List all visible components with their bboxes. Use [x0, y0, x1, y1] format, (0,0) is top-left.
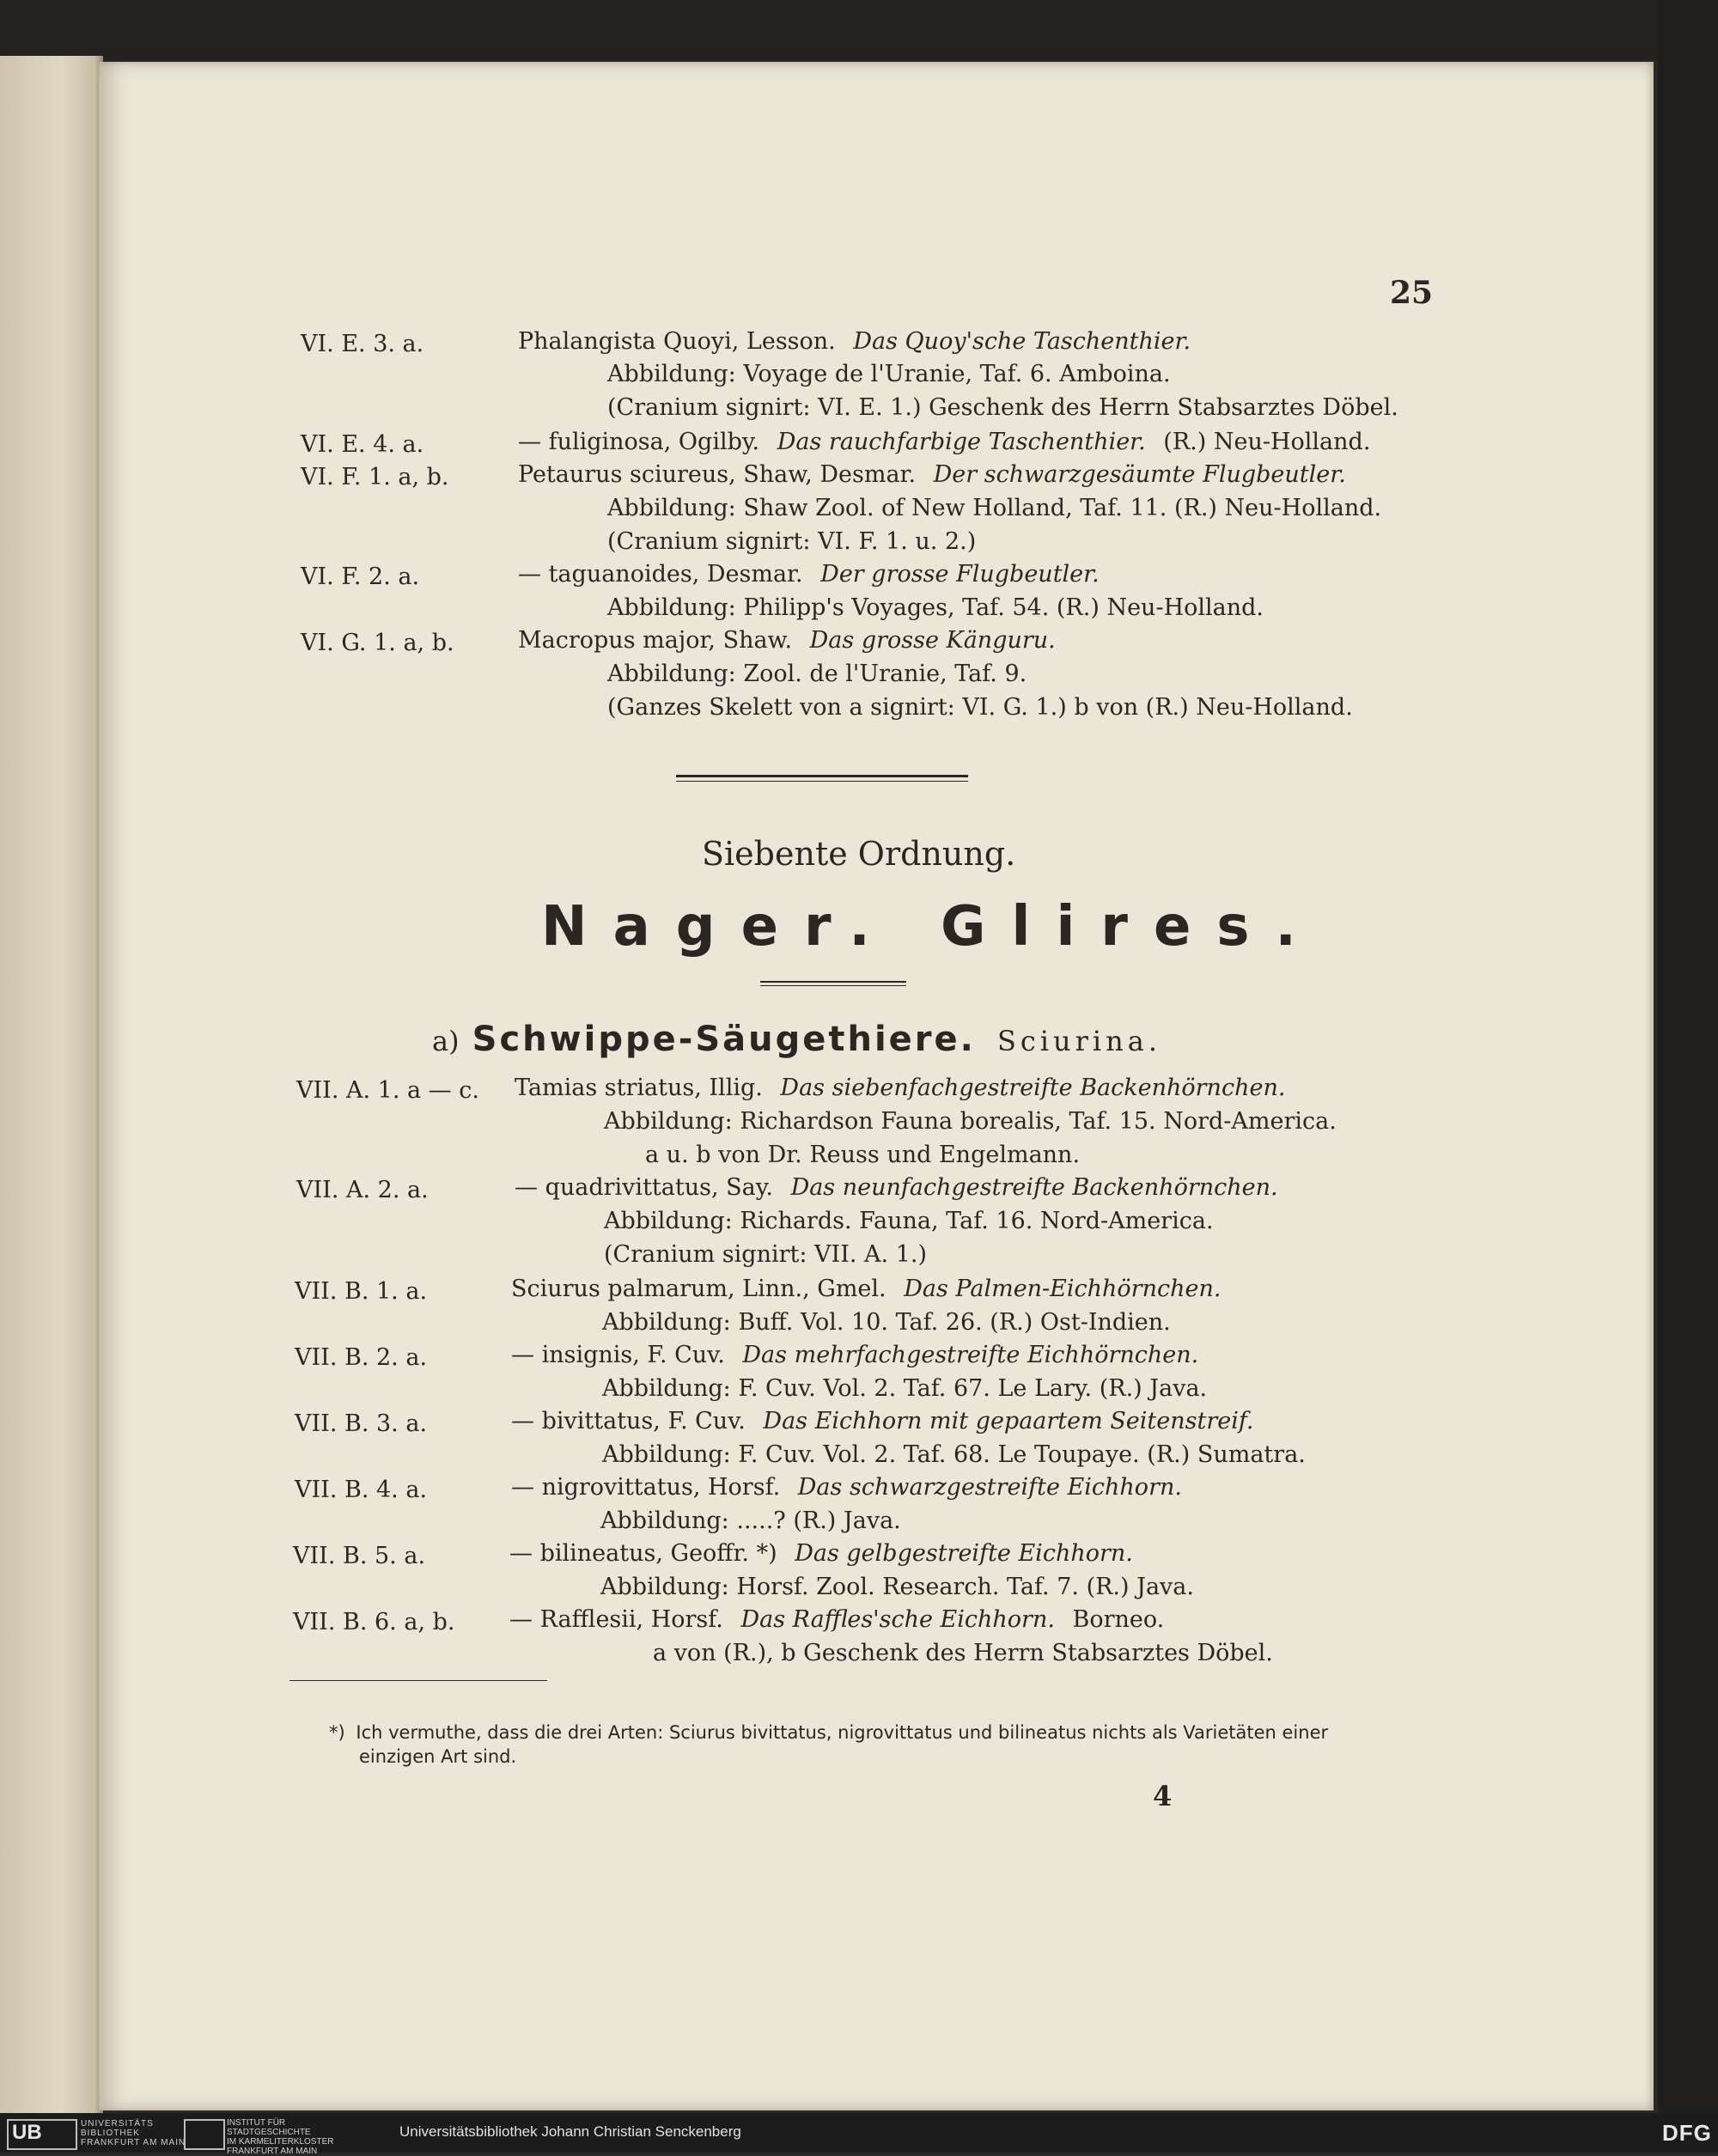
entry-line: [509, 1539, 1133, 1568]
german-name: Das Eichhorn mit gepaartem Seitenstreif.: [763, 1408, 1254, 1434]
facing-page-edge: [0, 56, 103, 2113]
entry-ref: VI. G. 1. a, b.: [301, 630, 454, 656]
entry-tail: Borneo.: [1072, 1606, 1165, 1633]
library-link[interactable]: Universitätsbibliothek Johann Christian Senckenberg: [399, 2123, 741, 2140]
entry-ref: VI. E. 3. a.: [301, 331, 424, 357]
entry-line: [518, 626, 1056, 655]
illustration-line: Abbildung: Richards. Fauna, Taf. 16. Nord-America.: [604, 1208, 1214, 1234]
illustration-line: Abbildung: Richardson Fauna borealis, Taf. 15. Nord-America.: [604, 1108, 1337, 1135]
institute-logo-icon[interactable]: [184, 2119, 225, 2150]
note-line: (Cranium signirt: VII. A. 1.): [604, 1241, 927, 1268]
entry-line: [511, 1473, 1182, 1502]
entry-ref: VII. B. 5. a.: [293, 1543, 426, 1569]
illustration-line: Abbildung: Zool. de l'Uranie, Taf. 9.: [607, 661, 1027, 687]
footnote-rule: [289, 1680, 547, 1681]
german-name: Das rauchfarbige Taschenthier.: [777, 429, 1146, 455]
entry-ref: VII. A. 1. a — c.: [296, 1077, 479, 1104]
section-latin: Sciurina.: [996, 1025, 1162, 1057]
ub-logo-text: UB: [12, 2121, 42, 2144]
entry-line: [518, 560, 1100, 589]
species-name: — bivittatus, F. Cuv.: [511, 1408, 746, 1434]
illustration-line: Abbildung: Voyage de l'Uranie, Taf. 6. Amboina.: [607, 361, 1171, 387]
ub-logo-caption: [81, 2119, 186, 2147]
german-name: Das gelbgestreifte Eichhorn.: [795, 1540, 1133, 1567]
entry-line: [515, 1173, 1278, 1203]
order-title: Siebente Ordnung.: [702, 835, 1016, 873]
scan-background-top: [0, 0, 1718, 60]
illustration-line: Abbildung: Buff. Vol. 10. Taf. 26. (R.) Ost-Indien.: [602, 1309, 1171, 1336]
entry-ref: VII. B. 2. a.: [295, 1344, 428, 1371]
illustration-line: Abbildung: .....? (R.) Java.: [600, 1507, 901, 1534]
caption-line: IM KARMELITERKLOSTER: [227, 2137, 334, 2147]
entry-line: [511, 1341, 1198, 1370]
species-name: — insignis, F. Cuv.: [511, 1342, 725, 1368]
section-rule: [676, 781, 968, 782]
entry-ref: VII. B. 4. a.: [295, 1477, 428, 1503]
section-rule: [760, 981, 906, 983]
species-name: — fuliginosa, Ogilby.: [518, 429, 760, 455]
caption-line: STADTGESCHICHTE: [227, 2128, 311, 2137]
institute-logo-caption: [227, 2118, 333, 2156]
illustration-line: Abbildung: F. Cuv. Vol. 2. Taf. 67. Le Lary. (R.) Java.: [602, 1375, 1208, 1402]
species-name: — quadrivittatus, Say.: [515, 1174, 773, 1201]
german-name: Das neunfachgestreifte Backenhörnchen.: [790, 1174, 1278, 1201]
german-name: Das Quoy'sche Taschenthier.: [853, 328, 1191, 355]
note-line: (Cranium signirt: VI. E. 1.) Geschenk des Herrn Stabsarztes Döbel.: [607, 394, 1398, 421]
note-line: (Ganzes Skelett von a signirt: VI. G. 1.) b von (R.) Neu-Holland.: [607, 694, 1353, 721]
species-name: Sciurus palmarum, Linn., Gmel.: [511, 1276, 886, 1302]
species-name: Tamias striatus, Illig.: [515, 1075, 763, 1101]
german-name: Das schwarzgestreifte Eichhorn.: [797, 1474, 1182, 1501]
book-page: [99, 62, 1654, 2110]
signature-mark: 4: [1153, 1780, 1173, 1812]
german-name: Das Palmen-Eichhörnchen.: [904, 1276, 1221, 1302]
species-name: — taguanoides, Desmar.: [518, 561, 803, 588]
footnote-line: [329, 1721, 1328, 1745]
german-name: Das Raffles'sche Eichhorn.: [740, 1606, 1055, 1633]
entry-ref: VII. B. 3. a.: [295, 1410, 428, 1437]
illustration-line: Abbildung: F. Cuv. Vol. 2. Taf. 68. Le Toupaye. (R.) Sumatra.: [602, 1441, 1306, 1468]
entry-ref: VII. B. 6. a, b.: [293, 1609, 455, 1635]
footnote-line: einzigen Art sind.: [359, 1746, 517, 1767]
entry-ref: VI. F. 1. a, b.: [301, 464, 449, 490]
entry-ref: VII. A. 2. a.: [296, 1177, 429, 1203]
footnote-text: Ich vermuthe, dass die drei Arten: Sciurus bivittatus, nigrovittatus und bilineatus nichts als Varietäten einer: [356, 1722, 1329, 1743]
page-number: 25: [1390, 275, 1434, 311]
species-name: — bilineatus, Geoffr. *): [509, 1540, 777, 1567]
entry-tail: (R.) Neu-Holland.: [1163, 429, 1371, 455]
entry-ref: VI. E. 4. a.: [301, 431, 424, 458]
section-rule: [676, 775, 968, 777]
german-name: Der grosse Flugbeutler.: [820, 561, 1100, 588]
caption-line: BIBLIOTHEK: [81, 2129, 140, 2138]
illustration-line: Abbildung: Shaw Zool. of New Holland, Taf. 11. (R.) Neu-Holland.: [607, 495, 1382, 521]
viewer-footer: [0, 2113, 1718, 2156]
entry-line: [518, 428, 1370, 457]
entry-line: [511, 1275, 1221, 1304]
section-rule: [760, 985, 906, 986]
species-name: Macropus major, Shaw.: [518, 627, 793, 654]
species-name: — Rafflesii, Horsf.: [509, 1606, 723, 1633]
entry-line: [518, 327, 1191, 356]
footnote-marker: *): [329, 1722, 345, 1743]
entry-line: [515, 1074, 1285, 1103]
german-name: Der schwarzgesäumte Flugbeutler.: [933, 461, 1346, 488]
caption-line: INSTITUT FÜR: [227, 2118, 286, 2128]
note-line: a von (R.), b Geschenk des Herrn Stabsarztes Döbel.: [653, 1640, 1273, 1666]
section-title: [432, 1020, 1161, 1059]
species-name: Petaurus sciureus, Shaw, Desmar.: [518, 461, 917, 488]
entry-line: [511, 1407, 1253, 1436]
note-line: a u. b von Dr. Reuss und Engelmann.: [645, 1142, 1081, 1168]
entry-ref: VI. F. 2. a.: [301, 563, 420, 590]
german-name: Das mehrfachgestreifte Eichhörnchen.: [742, 1342, 1199, 1368]
order-name: Nager. Glires.: [541, 895, 1322, 959]
german-name: Das siebenfachgestreifte Backenhörnchen.: [780, 1075, 1286, 1101]
caption-line: UNIVERSITÄTS: [81, 2119, 154, 2129]
scan-background-right: [1658, 0, 1718, 2113]
species-name: — nigrovittatus, Horsf.: [511, 1474, 781, 1501]
section-prefix: a): [432, 1025, 460, 1057]
section-german: Schwippe-Säugethiere.: [472, 1020, 976, 1059]
note-line: (Cranium signirt: VI. F. 1. u. 2.): [607, 528, 977, 555]
illustration-line: Abbildung: Philipp's Voyages, Taf. 54. (R.) Neu-Holland.: [607, 594, 1264, 621]
caption-line: FRANKFURT AM MAIN: [81, 2138, 186, 2147]
entry-line: [518, 460, 1346, 490]
dfg-logo[interactable]: DFG: [1662, 2120, 1712, 2146]
german-name: Das grosse Känguru.: [809, 627, 1056, 654]
illustration-line: Abbildung: Horsf. Zool. Research. Taf. 7. (R.) Java.: [600, 1574, 1194, 1600]
species-name: Phalangista Quoyi, Lesson.: [518, 328, 836, 355]
caption-line: FRANKFURT AM MAIN: [227, 2147, 318, 2156]
entry-ref: VII. B. 1. a.: [295, 1278, 428, 1305]
entry-line: [509, 1605, 1164, 1635]
